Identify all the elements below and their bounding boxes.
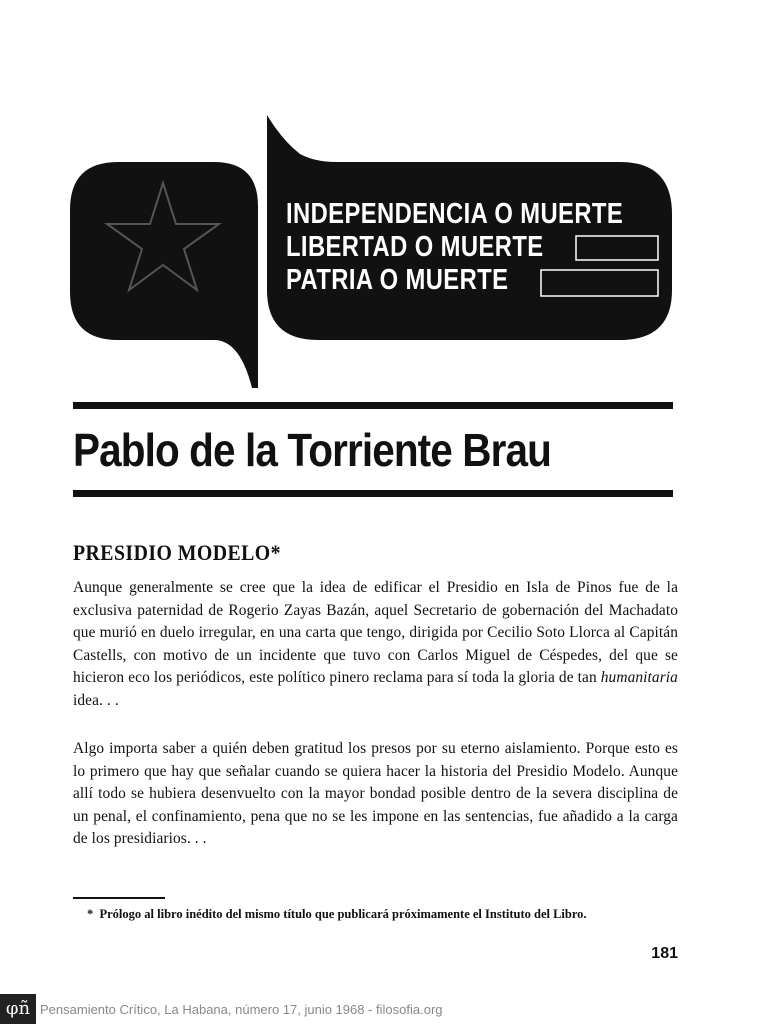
paragraph-1-text: Aunque generalmente se cree que la idea de edificar el Presidio en Isla de Pinos fue de la exclusiva paternidad de Rogerio Zayas Bazán, aquel Secretario de gobernación del Machadato que murió en duelo irregular, en una carta que tengo, dirigida por Cecilio Soto Llorca al Capitán Castells, con motivo de un incidente que tuvo con Carlos Miguel de Céspedes, del que se hicieron eco los periódicos, este político pinero reclama para sí toda la gloria de tan (73, 579, 678, 687)
footnote (73, 906, 679, 923)
paragraph-1-italic: humanitaria (600, 669, 678, 687)
slogan-libertad: LIBERTAD O MUERTE (286, 231, 544, 263)
footer-bar (0, 994, 768, 1024)
footnote-text: Prólogo al libro inédito del mismo título que publicará próximamente el Instituto del Libro. (99, 907, 587, 921)
slogan-patria: PATRIA O MUERTE (286, 264, 509, 296)
paragraph-2: Algo importa saber a quién deben gratitud los presos por su eterno aislamiento. Porque esto es lo primero que hay que señalar cuando se quiera hacer la historia del Presidio Modelo. Aunque allí todo se hubiera desenvuelto con la mayor bondad posible dentro de la severa disciplina de un penal, el confinamiento, pena que no se les impone en las sentencias, fue añadido a la carga de los presidiarios. . . (73, 740, 678, 848)
top-rule (73, 402, 673, 409)
page-number: 181 (651, 945, 678, 962)
site-logo-icon[interactable]: φñ (0, 994, 36, 1024)
bottom-rule (73, 490, 673, 497)
section-title: PRESIDIO MODELO* (73, 540, 281, 565)
footnote-rule (73, 897, 165, 899)
paragraph-1 (73, 577, 678, 713)
paragraph-1-end: idea. . . (73, 691, 119, 709)
left-bubble (70, 162, 258, 388)
slogans (286, 198, 623, 297)
footnote-mark: * (87, 907, 94, 921)
footer-source-text: Pensamiento Crítico, La Habana, número 17, junio 1968 - filosofia.org (40, 1002, 443, 1017)
author-name: Pablo de la Torriente Brau (73, 424, 551, 476)
slogan-independencia: INDEPENDENCIA O MUERTE (286, 198, 624, 230)
